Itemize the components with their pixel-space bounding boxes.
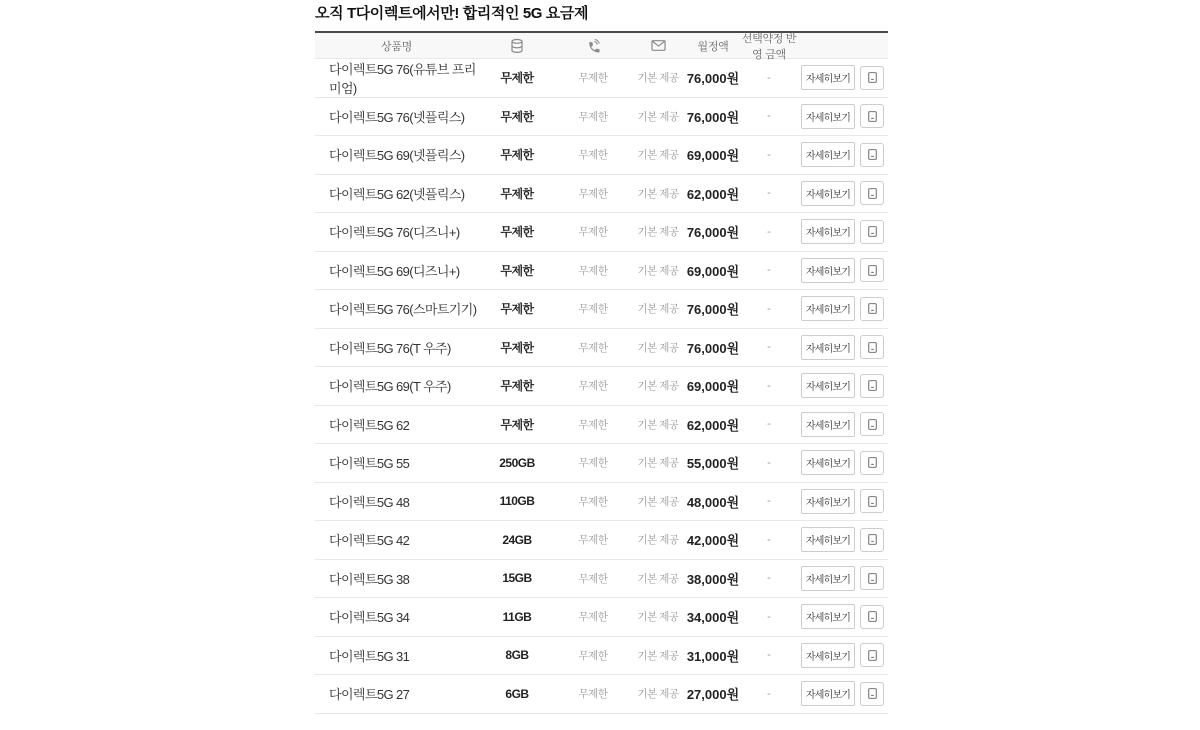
plan-message-allowance: 기본 제공 — [637, 226, 679, 239]
plan-data-allowance: 무제한 — [500, 417, 534, 432]
plan-discount-amount: - — [767, 379, 771, 392]
plan-data-allowance: 무제한 — [500, 148, 534, 163]
table-row — [315, 675, 888, 714]
plan-call-allowance: 무제한 — [578, 534, 608, 547]
plan-name: 다이렉트5G 69(넷플릭스) — [329, 148, 465, 164]
table-row — [315, 252, 888, 291]
plan-monthly-fee: 76,000원 — [686, 109, 740, 125]
plan-name: 다이렉트5G 76(유튜브 프리미엄) — [329, 61, 476, 96]
detail-button[interactable]: 자세히보기 — [801, 335, 855, 360]
compare-plan-icon — [866, 687, 879, 700]
detail-button[interactable]: 자세히보기 — [801, 296, 855, 321]
table-row — [315, 521, 888, 560]
plan-message-allowance: 기본 제공 — [637, 303, 679, 316]
detail-button[interactable]: 자세히보기 — [801, 450, 855, 475]
compare-button[interactable] — [860, 451, 884, 475]
compare-button[interactable] — [860, 528, 884, 552]
plan-monthly-fee: 62,000원 — [686, 186, 740, 202]
plan-discount-amount: - — [767, 456, 771, 469]
plan-message-allowance: 기본 제공 — [637, 187, 679, 200]
plan-discount-amount: - — [767, 649, 771, 662]
detail-button[interactable]: 자세히보기 — [801, 181, 855, 206]
table-row — [315, 367, 888, 406]
table-row — [315, 175, 888, 214]
plan-monthly-fee: 48,000원 — [686, 494, 740, 510]
plan-call-allowance: 무제한 — [578, 495, 608, 508]
plan-name: 다이렉트5G 62 — [329, 417, 410, 433]
message-icon — [650, 37, 667, 54]
plan-call-allowance: 무제한 — [578, 303, 608, 316]
plan-discount-amount: - — [767, 225, 771, 238]
compare-plan-icon — [866, 495, 879, 508]
plan-data-allowance: 15GB — [502, 571, 532, 586]
plan-message-allowance: 기본 제공 — [637, 341, 679, 354]
plan-data-allowance: 무제한 — [500, 379, 534, 394]
plan-name: 다이렉트5G 62(넷플릭스) — [329, 186, 465, 202]
compare-plan-icon — [866, 264, 879, 277]
compare-button[interactable] — [860, 605, 884, 629]
plan-name: 다이렉트5G 48 — [329, 494, 410, 510]
detail-button[interactable]: 자세히보기 — [801, 527, 855, 552]
plan-data-allowance: 250GB — [499, 455, 535, 470]
plan-monthly-fee: 69,000원 — [686, 379, 740, 395]
plan-discount-amount: - — [767, 71, 771, 84]
plan-message-allowance: 기본 제공 — [637, 649, 679, 662]
compare-button[interactable] — [860, 643, 884, 667]
plan-name: 다이렉트5G 76(넷플릭스) — [329, 109, 465, 125]
call-icon — [585, 38, 601, 54]
data-icon — [509, 38, 525, 54]
table-row — [315, 59, 888, 98]
detail-button[interactable]: 자세히보기 — [801, 681, 855, 706]
compare-plan-icon — [866, 148, 879, 161]
compare-button[interactable] — [860, 297, 884, 321]
plan-data-allowance: 11GB — [502, 609, 532, 624]
compare-plan-icon — [866, 610, 879, 623]
plan-call-allowance: 무제한 — [578, 380, 608, 393]
table-row — [315, 598, 888, 637]
plan-name: 다이렉트5G 69(T 우주) — [329, 379, 451, 395]
table-row — [315, 483, 888, 522]
plan-monthly-fee: 76,000원 — [686, 340, 740, 356]
detail-button[interactable]: 자세히보기 — [801, 643, 855, 668]
plan-message-allowance: 기본 제공 — [637, 534, 679, 547]
compare-button[interactable] — [860, 181, 884, 205]
column-header-product: 상품명 — [381, 40, 412, 53]
compare-plan-icon — [866, 341, 879, 354]
table-header-row — [315, 33, 888, 59]
plan-monthly-fee: 42,000원 — [686, 533, 740, 549]
detail-button[interactable]: 자세히보기 — [801, 65, 855, 90]
compare-plan-icon — [866, 302, 879, 315]
plan-data-allowance: 무제한 — [500, 340, 534, 355]
plan-name: 다이렉트5G 42 — [329, 533, 410, 549]
plan-monthly-fee: 76,000원 — [686, 302, 740, 318]
detail-button[interactable]: 자세히보기 — [801, 489, 855, 514]
compare-button[interactable] — [860, 489, 884, 513]
plan-data-allowance: 110GB — [499, 494, 535, 509]
plan-call-allowance: 무제한 — [578, 611, 608, 624]
plan-discount-amount: - — [767, 110, 771, 123]
compare-plan-icon — [866, 110, 879, 123]
plan-monthly-fee: 31,000원 — [686, 648, 740, 664]
compare-plan-icon — [866, 456, 879, 469]
plan-discount-amount: - — [767, 187, 771, 200]
plan-call-allowance: 무제한 — [578, 649, 608, 662]
table-row — [315, 560, 888, 599]
plan-call-allowance: 무제한 — [578, 187, 608, 200]
plan-data-allowance: 무제한 — [500, 71, 534, 86]
page-title: 오직 T다이렉트에서만! 합리적인 5G 요금제 — [315, 5, 589, 22]
table-body — [315, 59, 888, 714]
compare-button[interactable] — [860, 412, 884, 436]
plan-name: 다이렉트5G 76(T 우주) — [329, 340, 451, 356]
column-header-monthly: 월정액 — [697, 40, 729, 53]
plan-data-allowance: 8GB — [505, 648, 529, 663]
compare-button[interactable] — [860, 104, 884, 128]
plan-message-allowance: 기본 제공 — [637, 688, 679, 701]
detail-button[interactable]: 자세히보기 — [801, 373, 855, 398]
plan-data-allowance: 24GB — [502, 532, 532, 547]
plan-call-allowance: 무제한 — [578, 149, 608, 162]
plan-data-allowance: 무제한 — [500, 186, 534, 201]
table-row — [315, 329, 888, 368]
plan-monthly-fee: 38,000원 — [686, 571, 740, 587]
compare-plan-icon — [866, 379, 879, 392]
plan-discount-amount: - — [767, 418, 771, 431]
compare-plan-icon — [866, 418, 879, 431]
plan-data-allowance: 무제한 — [500, 302, 534, 317]
plan-call-allowance: 무제한 — [578, 418, 608, 431]
detail-button[interactable]: 자세히보기 — [801, 219, 855, 244]
detail-button[interactable]: 자세히보기 — [801, 566, 855, 591]
plan-data-allowance: 6GB — [505, 686, 529, 701]
table-row — [315, 136, 888, 175]
detail-button[interactable]: 자세히보기 — [801, 104, 855, 129]
plan-monthly-fee: 76,000원 — [686, 71, 740, 87]
column-header-discount: 선택약정 반영 금액 — [741, 32, 797, 61]
plan-name: 다이렉트5G 76(스마트기기) — [329, 302, 477, 318]
plan-message-allowance: 기본 제공 — [637, 457, 679, 470]
plan-name: 다이렉트5G 76(디즈니+) — [329, 225, 460, 241]
plan-discount-amount: - — [767, 495, 771, 508]
compare-button[interactable] — [860, 258, 884, 282]
plan-name: 다이렉트5G 55 — [329, 456, 410, 472]
detail-button[interactable]: 자세히보기 — [801, 604, 855, 629]
plan-call-allowance: 무제한 — [578, 226, 608, 239]
plan-message-allowance: 기본 제공 — [637, 110, 679, 123]
compare-button[interactable] — [860, 682, 884, 706]
plan-name: 다이렉트5G 38 — [329, 571, 410, 587]
plan-section — [315, 5, 888, 714]
table-row — [315, 98, 888, 137]
plan-monthly-fee: 62,000원 — [686, 417, 740, 433]
plan-call-allowance: 무제한 — [578, 72, 608, 85]
plan-call-allowance: 무제한 — [578, 264, 608, 277]
plan-monthly-fee: 76,000원 — [686, 225, 740, 241]
detail-button[interactable]: 자세히보기 — [801, 142, 855, 167]
plan-message-allowance: 기본 제공 — [637, 72, 679, 85]
plan-discount-amount: - — [767, 572, 771, 585]
plan-monthly-fee: 27,000원 — [686, 687, 740, 703]
table-row — [315, 213, 888, 252]
compare-plan-icon — [866, 572, 879, 585]
detail-button[interactable]: 자세히보기 — [801, 258, 855, 283]
plan-monthly-fee: 69,000원 — [686, 148, 740, 164]
plan-discount-amount: - — [767, 687, 771, 700]
table-row — [315, 290, 888, 329]
plan-message-allowance: 기본 제공 — [637, 149, 679, 162]
compare-button[interactable] — [860, 374, 884, 398]
plan-discount-amount: - — [767, 533, 771, 546]
plan-discount-amount: - — [767, 148, 771, 161]
plan-name: 다이렉트5G 31 — [329, 648, 410, 664]
plan-call-allowance: 무제한 — [578, 688, 608, 701]
compare-plan-icon — [866, 71, 879, 84]
plan-message-allowance: 기본 제공 — [637, 572, 679, 585]
detail-button[interactable]: 자세히보기 — [801, 412, 855, 437]
plan-call-allowance: 무제한 — [578, 110, 608, 123]
plan-message-allowance: 기본 제공 — [637, 264, 679, 277]
plan-name: 다이렉트5G 69(디즈니+) — [329, 263, 460, 279]
plan-monthly-fee: 69,000원 — [686, 263, 740, 279]
plan-monthly-fee: 55,000원 — [686, 456, 740, 472]
plan-call-allowance: 무제한 — [578, 572, 608, 585]
plan-discount-amount: - — [767, 341, 771, 354]
compare-button[interactable] — [860, 335, 884, 359]
plan-data-allowance: 무제한 — [500, 109, 534, 124]
compare-button[interactable] — [860, 220, 884, 244]
plan-message-allowance: 기본 제공 — [637, 380, 679, 393]
compare-button[interactable] — [860, 143, 884, 167]
compare-button[interactable] — [860, 566, 884, 590]
plan-table — [315, 31, 888, 714]
table-row — [315, 444, 888, 483]
compare-plan-icon — [866, 533, 879, 546]
plan-discount-amount: - — [767, 264, 771, 277]
plan-data-allowance: 무제한 — [500, 263, 534, 278]
plan-discount-amount: - — [767, 610, 771, 623]
plan-message-allowance: 기본 제공 — [637, 418, 679, 431]
compare-plan-icon — [866, 187, 879, 200]
plan-message-allowance: 기본 제공 — [637, 495, 679, 508]
compare-plan-icon — [866, 649, 879, 662]
table-row — [315, 637, 888, 676]
plan-call-allowance: 무제한 — [578, 457, 608, 470]
compare-button[interactable] — [860, 66, 884, 90]
plan-discount-amount: - — [767, 302, 771, 315]
plan-call-allowance: 무제한 — [578, 341, 608, 354]
plan-name: 다이렉트5G 27 — [329, 687, 410, 703]
plan-message-allowance: 기본 제공 — [637, 611, 679, 624]
plan-name: 다이렉트5G 34 — [329, 610, 410, 626]
plan-monthly-fee: 34,000원 — [686, 610, 740, 626]
compare-plan-icon — [866, 225, 879, 238]
plan-data-allowance: 무제한 — [500, 225, 534, 240]
table-row — [315, 406, 888, 445]
